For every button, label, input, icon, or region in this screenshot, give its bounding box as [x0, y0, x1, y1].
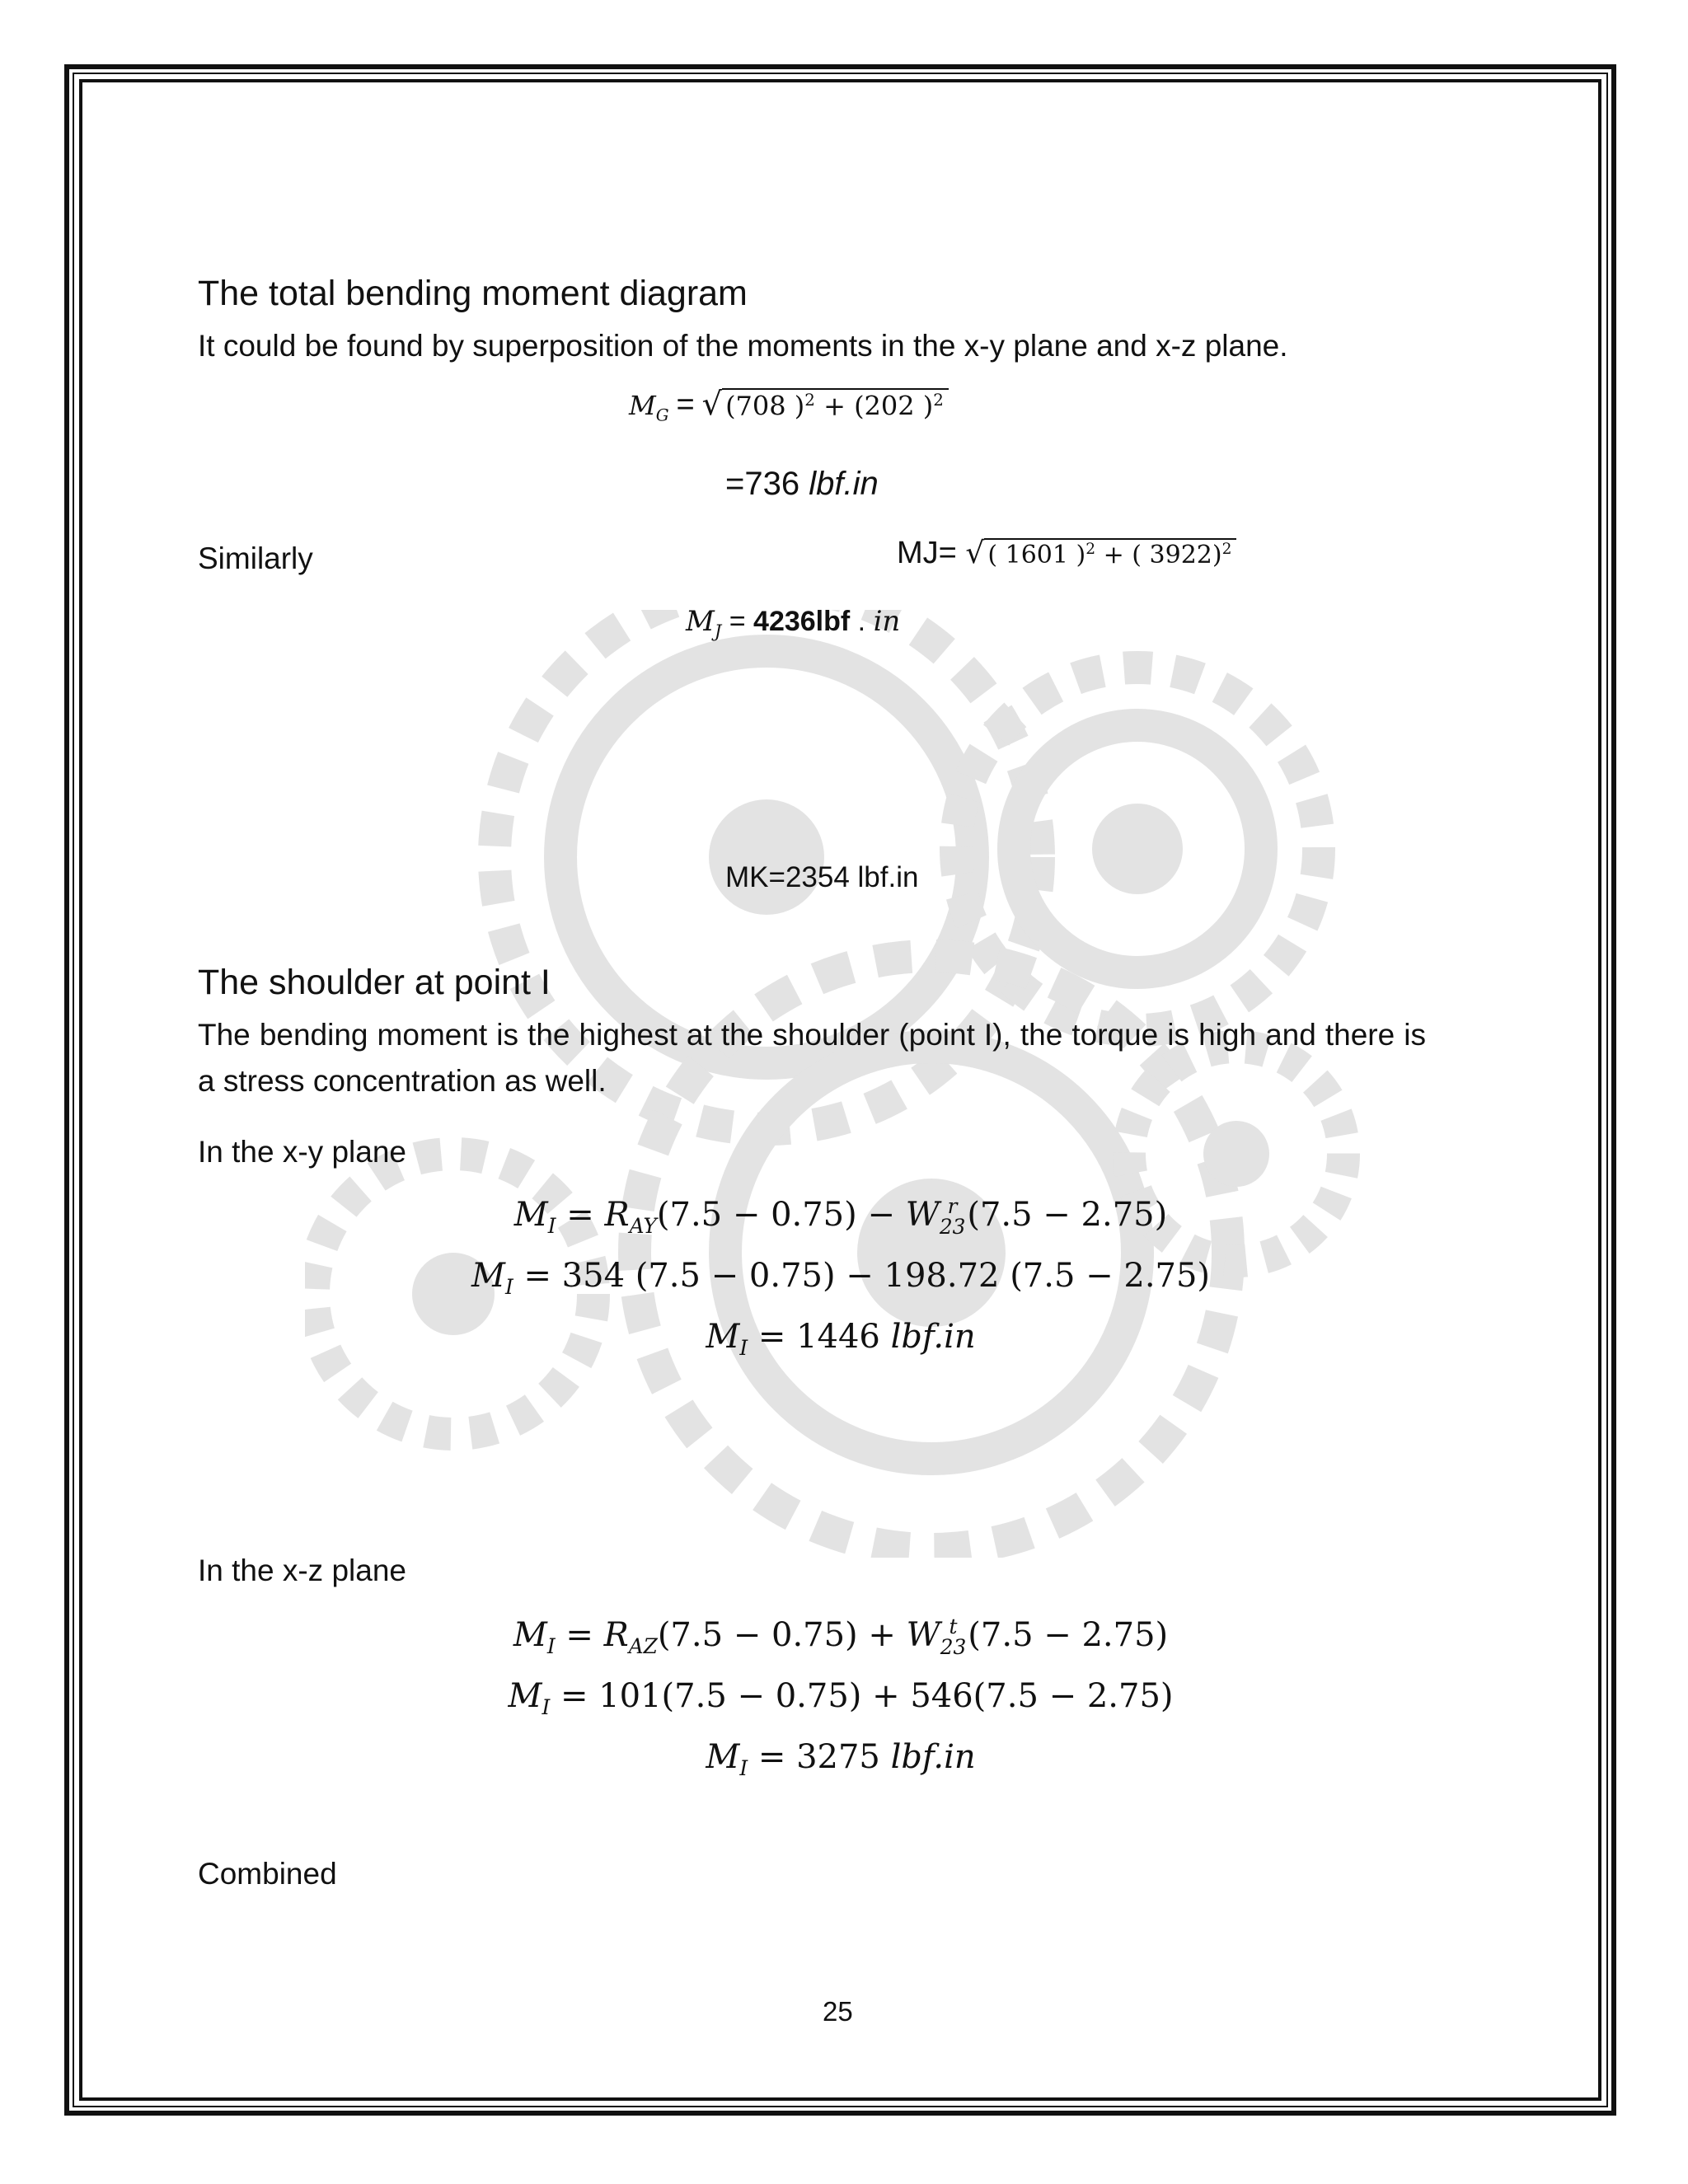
xy-plane-label: In the x-y plane — [198, 1135, 406, 1169]
xy-equation-line-2: $M_I = 354$ (7.5 − 0.75) − 198.72 (7.5 − 2.75) — [471, 1257, 1211, 1299]
page-number: 25 — [823, 1996, 853, 2027]
xz-equation-line-2: $M_I = 101(7.5 - 0.75) + 546(7.5 - 2.75)$ — [508, 1677, 1174, 1719]
similarly-label: Similarly — [198, 541, 313, 575]
xy-plane-equations — [429, 1190, 1253, 1373]
equation-mg: $M_G$ = √ (708 )$^2$ + (202 )$^2$ — [629, 387, 949, 424]
equation-mg-result: =736 lbf.in — [725, 466, 879, 502]
mj-value-b: 3922 — [1149, 541, 1212, 569]
equation-mj: MJ= √ ( 1601 )$^2$ + ( 3922)$^2$ — [897, 536, 1236, 571]
xz-plane-label: In the x-z plane — [198, 1554, 406, 1587]
combined-label: Combined — [198, 1857, 337, 1891]
mj-value-a: 1601 — [1005, 541, 1068, 569]
xz-equation-line-3: $M_I = 3275$ lbf.in — [706, 1738, 976, 1780]
mg-value-a: 708 — [735, 390, 786, 422]
section-heading-shoulder: The shoulder at point I — [198, 963, 551, 1002]
equation-mj-result: $M_J = 4236lbf$ . in — [686, 605, 901, 641]
mg-value-b: 202 — [864, 390, 915, 422]
section-heading-total-bending: The total bending moment diagram — [198, 274, 748, 313]
equation-mk: MK=2354 lbf.in — [725, 861, 919, 893]
xy-equation-line-3: $M_I = 1446$ lbf.in — [706, 1318, 976, 1360]
xz-plane-equations — [429, 1610, 1253, 1793]
section-intro-total-bending: It could be found by superposition of the moments in the x-y plane and x-z plane. — [198, 329, 1288, 363]
xy-equation-line-1: $M_I = R_{AY}(7.5 - 0.75) - W$ r 23 (7.5 − 2.75) — [513, 1194, 1168, 1239]
section-intro-shoulder: The bending moment is the highest at the shoulder (point I), the torque is high and there is a stress concentration as well. — [198, 1018, 1426, 1098]
xz-equation-line-1: $M_I = R_{AZ}(7.5 - 0.75) + W$ t 23 (7.5 − 2.75) — [513, 1615, 1169, 1659]
